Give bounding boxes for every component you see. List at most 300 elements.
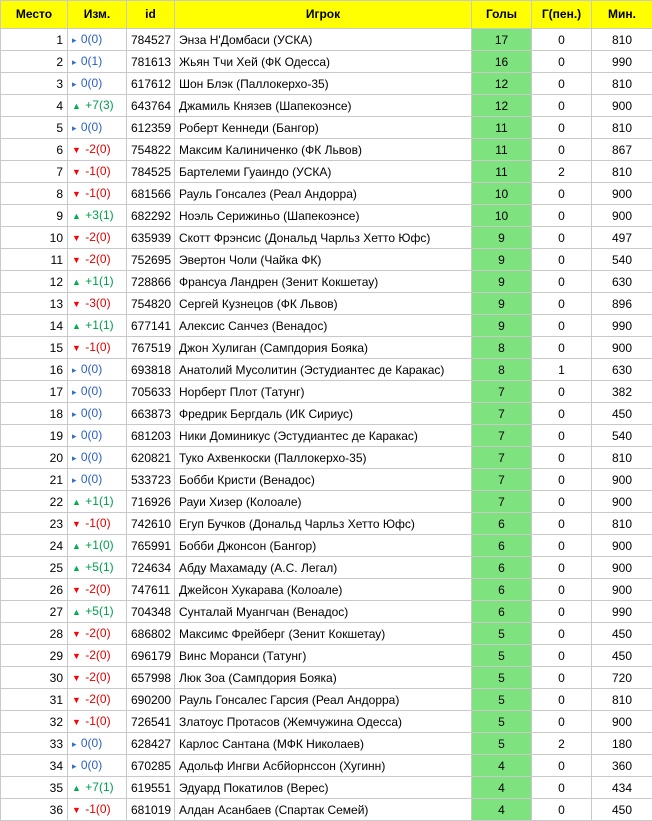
goals-cell: 5 (472, 623, 532, 645)
change-cell (68, 557, 127, 579)
pen-cell: 0 (532, 755, 592, 777)
change-cell (68, 425, 127, 447)
place-cell: 8 (1, 183, 68, 205)
place-cell: 1 (1, 29, 68, 51)
pen-cell: 0 (532, 271, 592, 293)
pen-cell: 0 (532, 73, 592, 95)
player-cell: Люк Зоа (Сампдория Бояка) (175, 667, 472, 689)
pen-cell: 0 (532, 799, 592, 821)
goals-cell: 12 (472, 73, 532, 95)
id-cell: 752695 (127, 249, 175, 271)
table-row (1, 777, 652, 799)
id-cell: 620821 (127, 447, 175, 469)
goals-cell: 9 (472, 315, 532, 337)
change-cell (68, 535, 127, 557)
arrow-right-icon: ▸ (72, 739, 77, 749)
arrow-up-icon: ▲ (72, 321, 81, 331)
player-cell: Абду Махамаду (А.С. Легал) (175, 557, 472, 579)
place-cell: 5 (1, 117, 68, 139)
min-cell: 630 (592, 271, 652, 293)
player-cell: Энза Н'Домбаси (УСКА) (175, 29, 472, 51)
id-cell: 742610 (127, 513, 175, 535)
place-cell: 35 (1, 777, 68, 799)
goals-cell: 6 (472, 513, 532, 535)
change-cell (68, 95, 127, 117)
place-cell: 29 (1, 645, 68, 667)
table-row (1, 755, 652, 777)
player-cell: Максим Калиниченко (ФК Львов) (175, 139, 472, 161)
pen-cell: 0 (532, 205, 592, 227)
player-cell: Жьян Тчи Хей (ФК Одесса) (175, 51, 472, 73)
table-row (1, 73, 652, 95)
place-cell: 34 (1, 755, 68, 777)
change-value: +5(1) (85, 604, 113, 618)
player-cell: Рауль Гонсалез (Реал Андорра) (175, 183, 472, 205)
change-cell (68, 139, 127, 161)
table-row (1, 161, 652, 183)
change-value: +5(1) (85, 560, 113, 574)
place-cell: 23 (1, 513, 68, 535)
min-cell: 900 (592, 557, 652, 579)
min-cell: 540 (592, 249, 652, 271)
id-cell: 681566 (127, 183, 175, 205)
place-cell: 18 (1, 403, 68, 425)
change-value: -2(0) (85, 230, 110, 244)
change-cell (68, 315, 127, 337)
player-cell: Норберт Плот (Татунг) (175, 381, 472, 403)
id-cell: 784527 (127, 29, 175, 51)
player-cell: Карлос Сантана (МФК Николаев) (175, 733, 472, 755)
goals-cell: 7 (472, 381, 532, 403)
table-row (1, 645, 652, 667)
place-cell: 14 (1, 315, 68, 337)
player-cell: Ноэль Серижиньо (Шапекоэнсе) (175, 205, 472, 227)
player-cell: Джамиль Князев (Шапекоэнсе) (175, 95, 472, 117)
pen-cell: 0 (532, 51, 592, 73)
change-value: -1(0) (85, 186, 110, 200)
player-cell: Рауль Гонсалес Гарсия (Реал Андорра) (175, 689, 472, 711)
goals-cell: 9 (472, 271, 532, 293)
change-cell (68, 733, 127, 755)
player-cell: Адольф Ингви Асбйорнссон (Хугинн) (175, 755, 472, 777)
goals-cell: 6 (472, 579, 532, 601)
arrow-right-icon: ▸ (72, 761, 77, 771)
change-cell (68, 601, 127, 623)
change-cell (68, 205, 127, 227)
player-cell: Эдуард Покатилов (Верес) (175, 777, 472, 799)
id-cell: 784525 (127, 161, 175, 183)
table-body (1, 29, 652, 821)
arrow-down-icon: ▼ (72, 519, 81, 529)
change-value: -2(0) (85, 142, 110, 156)
pen-cell: 0 (532, 183, 592, 205)
player-cell: Роберт Кеннеди (Бангор) (175, 117, 472, 139)
pen-cell: 0 (532, 425, 592, 447)
player-cell: Шон Блэк (Паллокерхо-35) (175, 73, 472, 95)
min-cell: 810 (592, 513, 652, 535)
pen-cell: 0 (532, 95, 592, 117)
player-cell: Скотт Фрэнсис (Дональд Чарльз Хетто Юфс) (175, 227, 472, 249)
pen-cell: 0 (532, 293, 592, 315)
change-value: 0(0) (81, 450, 102, 464)
arrow-down-icon: ▼ (72, 629, 81, 639)
min-cell: 540 (592, 425, 652, 447)
min-cell: 450 (592, 799, 652, 821)
header-pen[interactable]: Г(пен.) (532, 1, 592, 29)
table-row (1, 293, 652, 315)
player-cell: Франсуа Ландрен (Зенит Кокшетау) (175, 271, 472, 293)
id-cell: 670285 (127, 755, 175, 777)
change-value: -2(0) (85, 582, 110, 596)
arrow-down-icon: ▼ (72, 255, 81, 265)
arrow-up-icon: ▲ (72, 211, 81, 221)
id-cell: 690200 (127, 689, 175, 711)
arrow-down-icon: ▼ (72, 343, 81, 353)
min-cell: 990 (592, 51, 652, 73)
change-cell (68, 623, 127, 645)
place-cell: 16 (1, 359, 68, 381)
pen-cell: 0 (532, 689, 592, 711)
change-cell (68, 513, 127, 535)
pen-cell: 0 (532, 667, 592, 689)
goals-cell: 11 (472, 117, 532, 139)
id-cell: 728866 (127, 271, 175, 293)
change-value: -1(0) (85, 516, 110, 530)
change-value: 0(0) (81, 120, 102, 134)
place-cell: 4 (1, 95, 68, 117)
player-cell: Винс Моранси (Татунг) (175, 645, 472, 667)
change-cell (68, 403, 127, 425)
player-cell: Сунталай Муангчан (Венадос) (175, 601, 472, 623)
table-row (1, 469, 652, 491)
table-header (1, 1, 652, 29)
id-cell: 765991 (127, 535, 175, 557)
change-cell (68, 755, 127, 777)
change-cell (68, 293, 127, 315)
header-player[interactable]: Игрок (175, 1, 472, 29)
change-cell (68, 799, 127, 821)
arrow-right-icon: ▸ (72, 409, 77, 419)
arrow-down-icon: ▼ (72, 299, 81, 309)
min-cell: 630 (592, 359, 652, 381)
header-id[interactable]: id (127, 1, 175, 29)
arrow-up-icon: ▲ (72, 277, 81, 287)
change-value: -1(0) (85, 802, 110, 816)
min-cell: 810 (592, 689, 652, 711)
table-row (1, 557, 652, 579)
goals-cell: 16 (472, 51, 532, 73)
arrow-right-icon: ▸ (72, 387, 77, 397)
change-value: 0(0) (81, 362, 102, 376)
id-cell: 643764 (127, 95, 175, 117)
pen-cell: 2 (532, 733, 592, 755)
id-cell: 612359 (127, 117, 175, 139)
min-cell: 900 (592, 535, 652, 557)
place-cell: 31 (1, 689, 68, 711)
table-row (1, 29, 652, 51)
change-cell (68, 381, 127, 403)
place-cell: 25 (1, 557, 68, 579)
goals-cell: 7 (472, 491, 532, 513)
goals-cell: 10 (472, 205, 532, 227)
change-value: 0(0) (81, 406, 102, 420)
pen-cell: 0 (532, 29, 592, 51)
arrow-down-icon: ▼ (72, 585, 81, 595)
change-value: -2(0) (85, 626, 110, 640)
change-cell (68, 183, 127, 205)
pen-cell: 0 (532, 139, 592, 161)
goals-cell: 17 (472, 29, 532, 51)
goals-cell: 4 (472, 799, 532, 821)
change-cell (68, 645, 127, 667)
min-cell: 900 (592, 205, 652, 227)
id-cell: 686802 (127, 623, 175, 645)
arrow-down-icon: ▼ (72, 233, 81, 243)
min-cell: 360 (592, 755, 652, 777)
min-cell: 900 (592, 711, 652, 733)
min-cell: 497 (592, 227, 652, 249)
change-cell (68, 249, 127, 271)
place-cell: 2 (1, 51, 68, 73)
change-value: +3(1) (85, 208, 113, 222)
change-value: 0(0) (81, 736, 102, 750)
change-value: 0(0) (81, 472, 102, 486)
id-cell: 617612 (127, 73, 175, 95)
place-cell: 7 (1, 161, 68, 183)
table-row (1, 337, 652, 359)
arrow-right-icon: ▸ (72, 35, 77, 45)
table-row (1, 689, 652, 711)
change-cell (68, 491, 127, 513)
id-cell: 704348 (127, 601, 175, 623)
arrow-up-icon: ▲ (72, 101, 81, 111)
arrow-right-icon: ▸ (72, 365, 77, 375)
player-cell: Егуп Бучков (Дональд Чарльз Хетто Юфс) (175, 513, 472, 535)
player-cell: Джейсон Хукарава (Колоале) (175, 579, 472, 601)
pen-cell: 0 (532, 469, 592, 491)
arrow-down-icon: ▼ (72, 167, 81, 177)
min-cell: 450 (592, 645, 652, 667)
place-cell: 10 (1, 227, 68, 249)
header-min[interactable]: Мин. (592, 1, 652, 29)
goals-cell: 11 (472, 161, 532, 183)
change-cell (68, 359, 127, 381)
table-row (1, 733, 652, 755)
id-cell: 682292 (127, 205, 175, 227)
place-cell: 28 (1, 623, 68, 645)
table-row (1, 535, 652, 557)
goals-cell: 11 (472, 139, 532, 161)
pen-cell: 0 (532, 403, 592, 425)
table-row (1, 359, 652, 381)
min-cell: 990 (592, 315, 652, 337)
player-cell: Бартелеми Гуаиндо (УСКА) (175, 161, 472, 183)
pen-cell: 0 (532, 117, 592, 139)
place-cell: 9 (1, 205, 68, 227)
id-cell: 705633 (127, 381, 175, 403)
change-cell (68, 777, 127, 799)
goals-cell: 6 (472, 557, 532, 579)
min-cell: 450 (592, 403, 652, 425)
goals-cell: 6 (472, 601, 532, 623)
arrow-down-icon: ▼ (72, 695, 81, 705)
id-cell: 663873 (127, 403, 175, 425)
arrow-up-icon: ▲ (72, 497, 81, 507)
id-cell: 533723 (127, 469, 175, 491)
change-value: 0(0) (81, 32, 102, 46)
arrow-right-icon: ▸ (72, 57, 77, 67)
change-value: +7(1) (85, 780, 113, 794)
change-cell (68, 337, 127, 359)
player-cell: Туко Ахвенкоски (Паллокерхо-35) (175, 447, 472, 469)
min-cell: 810 (592, 161, 652, 183)
header-goals[interactable]: Голы (472, 1, 532, 29)
min-cell: 434 (592, 777, 652, 799)
arrow-right-icon: ▸ (72, 453, 77, 463)
table-row (1, 51, 652, 73)
goals-cell: 7 (472, 425, 532, 447)
pen-cell: 0 (532, 447, 592, 469)
pen-cell: 0 (532, 623, 592, 645)
place-cell: 15 (1, 337, 68, 359)
id-cell: 681203 (127, 425, 175, 447)
player-cell: Златоус Протасов (Жемчужина Одесса) (175, 711, 472, 733)
min-cell: 900 (592, 491, 652, 513)
place-cell: 27 (1, 601, 68, 623)
player-cell: Ники Доминикус (Эстудиантес де Каракас) (175, 425, 472, 447)
arrow-right-icon: ▸ (72, 431, 77, 441)
place-cell: 36 (1, 799, 68, 821)
id-cell: 681019 (127, 799, 175, 821)
change-cell (68, 117, 127, 139)
min-cell: 867 (592, 139, 652, 161)
place-cell: 21 (1, 469, 68, 491)
arrow-down-icon: ▼ (72, 189, 81, 199)
place-cell: 24 (1, 535, 68, 557)
change-value: -2(0) (85, 670, 110, 684)
id-cell: 619551 (127, 777, 175, 799)
id-cell: 696179 (127, 645, 175, 667)
pen-cell: 0 (532, 535, 592, 557)
goals-cell: 5 (472, 711, 532, 733)
change-cell (68, 271, 127, 293)
arrow-up-icon: ▲ (72, 563, 81, 573)
id-cell: 726541 (127, 711, 175, 733)
pen-cell: 0 (532, 227, 592, 249)
player-cell: Джон Хулиган (Сампдория Бояка) (175, 337, 472, 359)
pen-cell: 2 (532, 161, 592, 183)
place-cell: 19 (1, 425, 68, 447)
change-value: 0(0) (81, 384, 102, 398)
goals-cell: 7 (472, 403, 532, 425)
place-cell: 12 (1, 271, 68, 293)
min-cell: 990 (592, 601, 652, 623)
min-cell: 720 (592, 667, 652, 689)
goals-cell: 8 (472, 337, 532, 359)
min-cell: 180 (592, 733, 652, 755)
table-row (1, 249, 652, 271)
change-cell (68, 161, 127, 183)
header-change[interactable]: Изм. (68, 1, 127, 29)
place-cell: 30 (1, 667, 68, 689)
player-cell: Фредрик Бергдаль (ИК Сириус) (175, 403, 472, 425)
id-cell: 716926 (127, 491, 175, 513)
change-cell (68, 29, 127, 51)
change-value: -1(0) (85, 714, 110, 728)
change-value: +1(1) (85, 274, 113, 288)
pen-cell: 0 (532, 579, 592, 601)
table-row (1, 139, 652, 161)
pen-cell: 1 (532, 359, 592, 381)
table-row (1, 95, 652, 117)
arrow-right-icon: ▸ (72, 123, 77, 133)
id-cell: 724634 (127, 557, 175, 579)
arrow-down-icon: ▼ (72, 145, 81, 155)
change-cell (68, 469, 127, 491)
place-cell: 6 (1, 139, 68, 161)
id-cell: 657998 (127, 667, 175, 689)
pen-cell: 0 (532, 645, 592, 667)
arrow-down-icon: ▼ (72, 651, 81, 661)
min-cell: 810 (592, 117, 652, 139)
change-cell (68, 689, 127, 711)
player-cell: Эвертон Чоли (Чайка ФК) (175, 249, 472, 271)
goals-cell: 5 (472, 733, 532, 755)
id-cell: 781613 (127, 51, 175, 73)
goals-cell: 12 (472, 95, 532, 117)
goals-cell: 8 (472, 359, 532, 381)
change-value: +7(3) (85, 98, 113, 112)
min-cell: 900 (592, 95, 652, 117)
change-value: 0(0) (81, 76, 102, 90)
id-cell: 747611 (127, 579, 175, 601)
goals-cell: 9 (472, 249, 532, 271)
min-cell: 810 (592, 29, 652, 51)
min-cell: 896 (592, 293, 652, 315)
id-cell: 677141 (127, 315, 175, 337)
pen-cell: 0 (532, 557, 592, 579)
table-row (1, 425, 652, 447)
change-cell (68, 447, 127, 469)
change-value: +1(1) (85, 318, 113, 332)
table-row (1, 491, 652, 513)
change-value: 0(0) (81, 758, 102, 772)
player-cell: Бобби Кристи (Венадос) (175, 469, 472, 491)
goals-cell: 7 (472, 447, 532, 469)
goals-cell: 7 (472, 469, 532, 491)
min-cell: 382 (592, 381, 652, 403)
header-row (1, 1, 652, 29)
place-cell: 22 (1, 491, 68, 513)
table-row (1, 271, 652, 293)
goals-cell: 5 (472, 689, 532, 711)
table-row (1, 579, 652, 601)
change-value: -2(0) (85, 648, 110, 662)
pen-cell: 0 (532, 777, 592, 799)
arrow-down-icon: ▼ (72, 805, 81, 815)
player-cell: Рауи Хизер (Колоале) (175, 491, 472, 513)
id-cell: 628427 (127, 733, 175, 755)
place-cell: 11 (1, 249, 68, 271)
header-place[interactable]: Место (1, 1, 68, 29)
place-cell: 26 (1, 579, 68, 601)
pen-cell: 0 (532, 249, 592, 271)
table-row (1, 601, 652, 623)
arrow-up-icon: ▲ (72, 607, 81, 617)
change-cell (68, 579, 127, 601)
change-cell (68, 667, 127, 689)
change-value: +1(0) (85, 538, 113, 552)
